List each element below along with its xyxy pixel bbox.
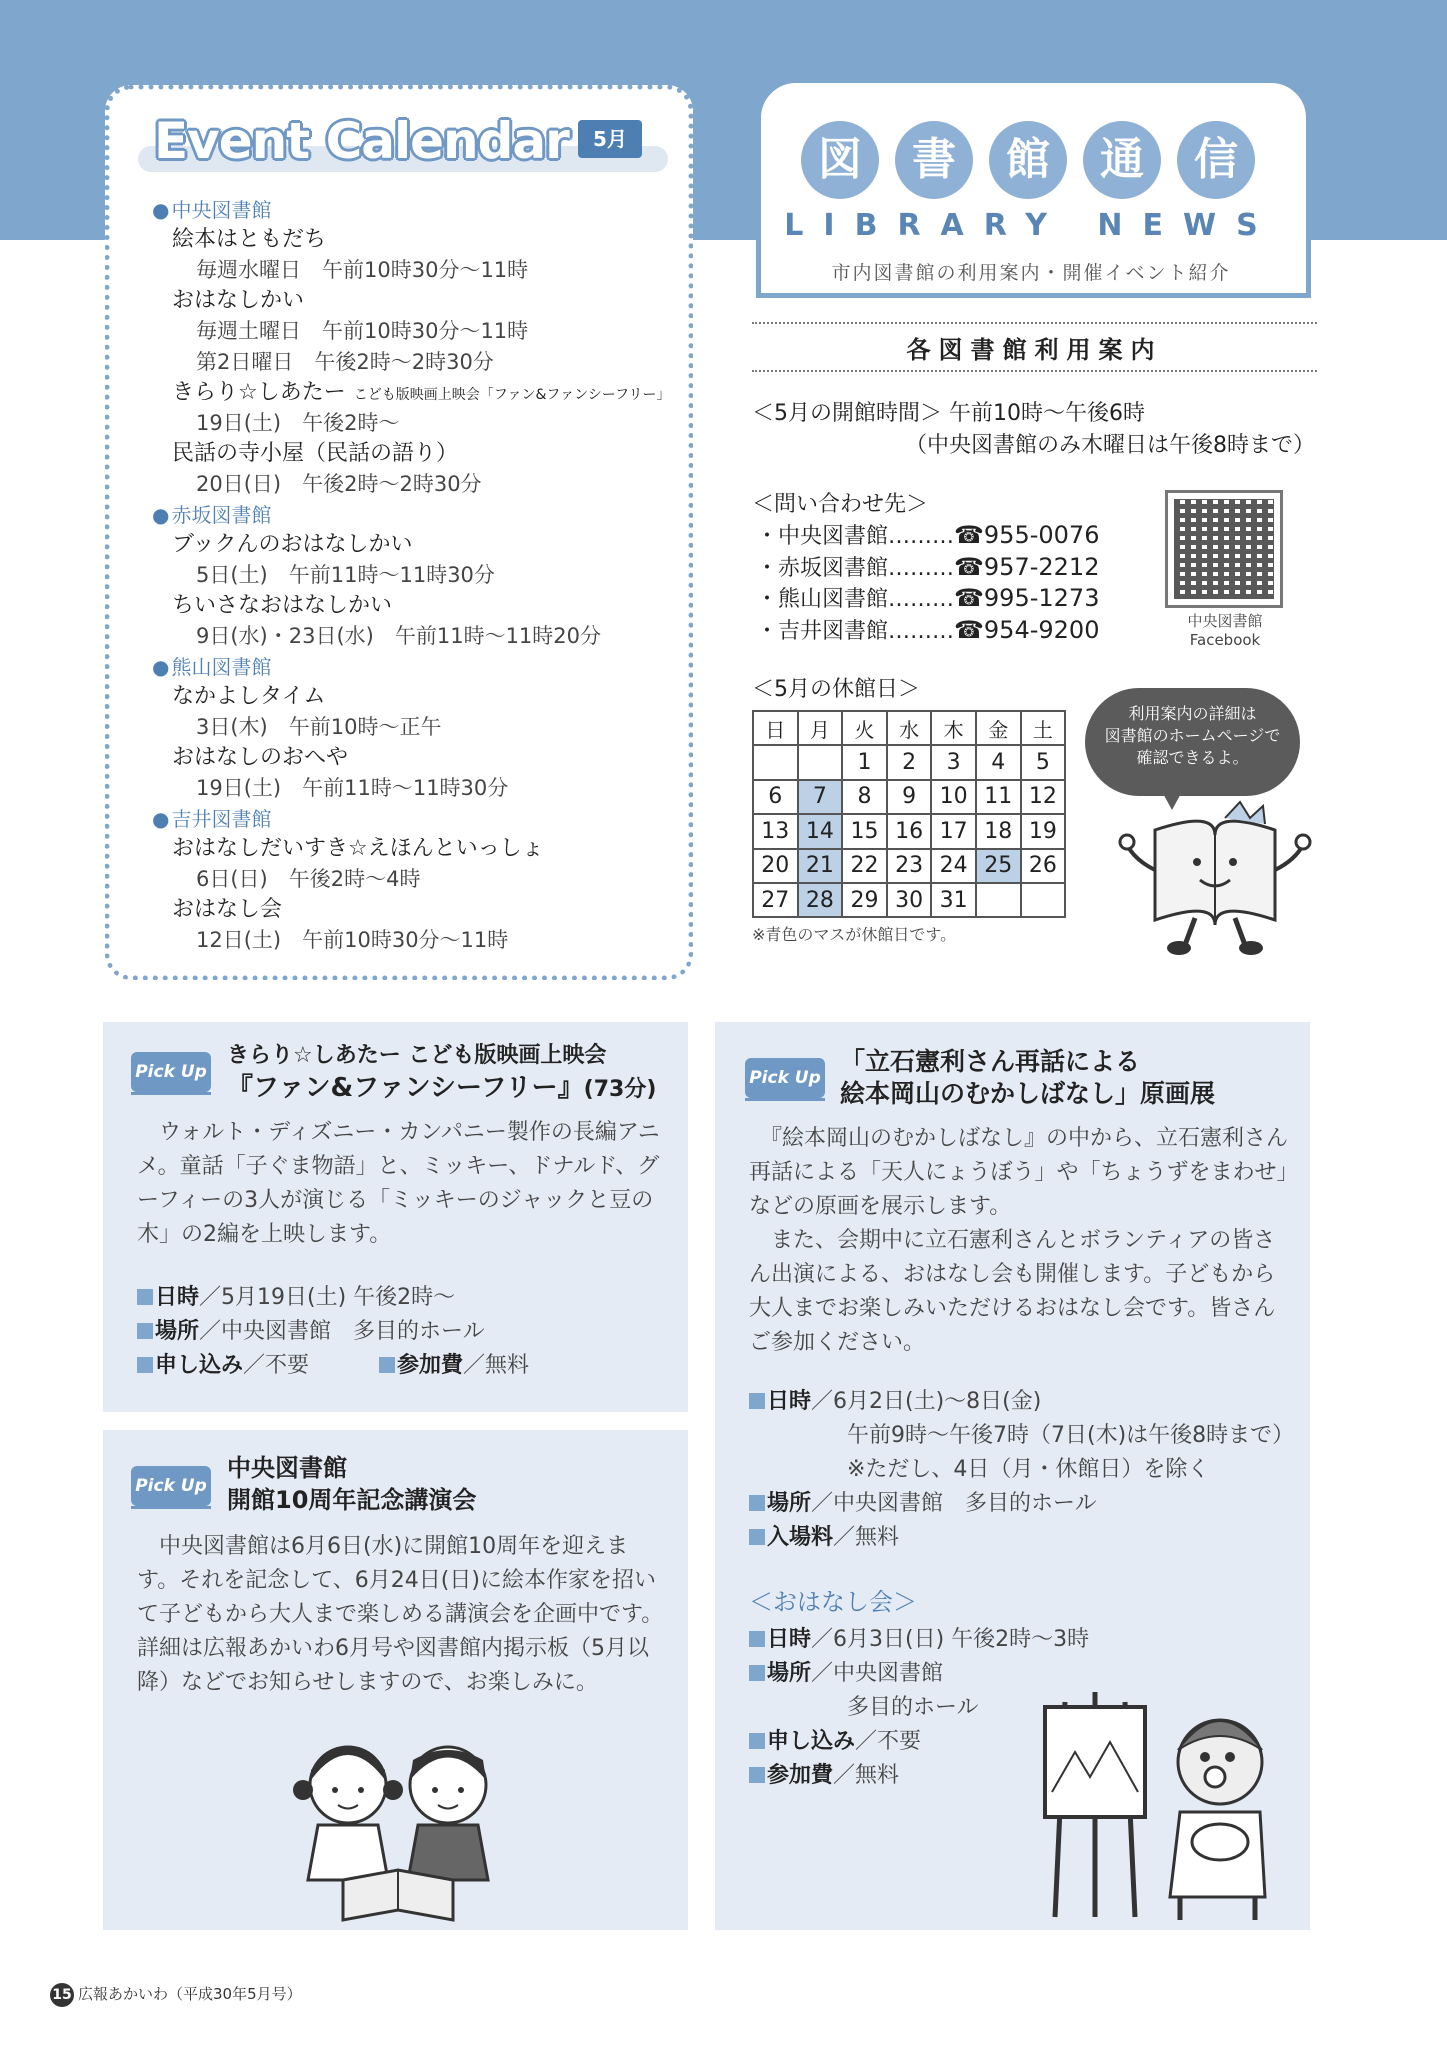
info-key: 参加費 — [397, 1353, 464, 1378]
calendar-week-row — [753, 814, 1065, 848]
pickup-2-body: 中央図書館は6月6日(水)に開館10周年を迎えます。それを記念して、6月24日(日)に絵本作家を招いて子どもから大人まで楽しめる講演会を企画中です。詳細は広報あかいわ6月号や図書館内掲示板（5月以降）などでお知らせしますので、お楽しみに。 — [137, 1534, 664, 1695]
pickup-2-title-line: 開館10周年記念講演会 — [227, 1486, 477, 1514]
hours-value: 午前10時～午後6時 — [949, 401, 1145, 426]
pickup-badge-base — [745, 1098, 825, 1104]
story-apply — [749, 1724, 921, 1755]
event-title — [152, 286, 682, 316]
library-news-header — [756, 78, 1311, 298]
title-char-circle: 館 — [989, 121, 1067, 199]
calendar-weekday: 水 — [887, 711, 932, 745]
info-key: 場所 — [155, 1319, 200, 1344]
pickup-badge-base — [131, 1506, 211, 1512]
calendar-day: 17 — [931, 814, 976, 848]
library-name: ● 赤坂図書館 — [152, 500, 682, 530]
story-fee — [749, 1758, 899, 1789]
pickup-2-title-line: 中央図書館 — [227, 1454, 347, 1482]
calendar-closed-day: 28 — [798, 883, 843, 917]
contact-library: ・吉井図書館……… — [756, 618, 955, 644]
calendar-week-row — [753, 883, 1065, 917]
info-value: ／中央図書館 多目的ホール — [811, 1491, 1097, 1516]
calendar-day: 31 — [931, 883, 976, 917]
contact-phone[interactable]: ☎955-0076 — [954, 521, 1100, 549]
event-time: 9日(水)・23日(水) 午前11時～11時20分 — [196, 624, 602, 648]
calendar-day: 11 — [976, 780, 1021, 814]
event-title — [152, 439, 682, 469]
speech-bubble — [1085, 688, 1300, 796]
bullet-square — [749, 1665, 765, 1681]
calendar-weekday-row — [753, 711, 1065, 745]
info-value: ／不要 — [855, 1729, 922, 1754]
story-date — [749, 1622, 1089, 1653]
divider — [752, 322, 1317, 324]
info-value: ／中央図書館 — [811, 1661, 944, 1686]
closed-label: ＜5月の休館日＞ — [752, 677, 920, 702]
calendar-day: 22 — [842, 849, 887, 883]
qr-caption-line: 中央図書館 — [1187, 612, 1263, 630]
calendar-day: 9 — [887, 780, 932, 814]
pickup-badge-label: Pick Up — [745, 1058, 825, 1098]
pickup-3-title-line: 絵本岡山のむかしばなし」 — [840, 1079, 1141, 1108]
contact-phone[interactable]: ☎995-1273 — [954, 584, 1100, 612]
calendar-day — [976, 883, 1021, 917]
info-value: ／中央図書館 多目的ホール — [199, 1319, 485, 1344]
pickup-1-fee — [379, 1348, 529, 1379]
event-time: 毎週土曜日 午前10時30分～11時 — [196, 319, 529, 343]
event-time: 5日(土) 午前11時～11時30分 — [196, 563, 495, 587]
bullet-square — [379, 1357, 395, 1373]
hours-label: ＜5月の開館時間＞ — [752, 401, 942, 426]
event-time: 6日(日) 午後2時～4時 — [196, 867, 421, 891]
pickup-1-title-main: 『ファン&ファンシーフリー』 — [227, 1073, 584, 1103]
event-time: 3日(木) 午前10時～正午 — [196, 715, 442, 739]
contact-library: ・赤坂図書館……… — [756, 555, 955, 581]
calendar-week-row — [753, 745, 1065, 779]
contact-row — [756, 614, 1099, 645]
event-time: 20日(日) 午後2時～2時30分 — [196, 472, 482, 496]
calendar-day: 4 — [976, 745, 1021, 779]
pickup-1-title-duration: (73分) — [583, 1077, 657, 1102]
event-time: 19日(土) 午後2時～ — [196, 411, 400, 435]
pickup-3-title-line: 「立石憲利さん再話による — [840, 1047, 1141, 1076]
info-key: 日時 — [155, 1285, 200, 1310]
event-subtitle: こども版映画上映会「ファン&ファンシーフリー」 — [353, 387, 671, 403]
calendar-day: 2 — [887, 745, 932, 779]
info-value: ／5月19日(土) 午後2時～ — [199, 1285, 456, 1310]
info-value: ／6月2日(土)～8日(金) — [811, 1389, 1042, 1414]
pickup-1-date — [137, 1280, 455, 1311]
pickup-3-body: 『絵本岡山のむかしばなし』の中から、立石憲利さん再話による「天人にょうぼう」や「ちょうずをまわせ」などの原画を展示します。 また、会期中に立石憲利さんとボランティアの皆さん出演による、おはなし会も開催します。子どもから大人までお楽しみいただけるおはなし会です。皆さんご参加ください。 — [749, 1126, 1289, 1355]
pickup-badge-label: Pick Up — [131, 1052, 211, 1092]
info-value: ／無料 — [833, 1763, 900, 1788]
pickup-1-title — [227, 1040, 656, 1106]
event-title — [152, 378, 682, 408]
guide-title: 各図書館利用案内 — [906, 336, 1163, 364]
bullet-square — [749, 1631, 765, 1647]
pickup-3-date — [749, 1384, 1041, 1415]
event-title-text: ブックんのおはなしかい — [172, 532, 413, 557]
calendar-week-row — [753, 780, 1065, 814]
event-title — [152, 225, 682, 255]
pickup-3-place — [749, 1486, 1097, 1517]
event-title — [152, 834, 682, 864]
event-title — [152, 530, 682, 560]
event-time: 12日(土) 午前10時30分～11時 — [196, 928, 509, 952]
event-title — [152, 591, 682, 621]
bullet-square — [137, 1357, 153, 1373]
event-time: 第2日曜日 午後2時～2時30分 — [196, 350, 494, 374]
bullet-square — [749, 1733, 765, 1749]
contact-row — [756, 551, 1099, 582]
children-reading-illustration — [283, 1730, 513, 1925]
qr-caption — [1160, 612, 1290, 650]
pickup-badge-base — [131, 1092, 211, 1098]
bubble-line: 利用案内の詳細は — [1128, 704, 1257, 723]
calendar-weekday: 木 — [931, 711, 976, 745]
bullet-square — [749, 1495, 765, 1511]
contact-phone[interactable]: ☎954-9200 — [954, 615, 1100, 644]
hours-note: （中央図書館のみ木曜日は午後8時まで） — [905, 433, 1315, 458]
calendar-day: 5 — [1021, 745, 1066, 779]
calendar-weekday: 日 — [753, 711, 798, 745]
pickup-3-title-suffix: 原画展 — [1140, 1079, 1216, 1108]
bubble-line: 図書館のホームページで — [1104, 726, 1281, 745]
calendar-day — [798, 745, 843, 779]
library-name: ● 中央図書館 — [152, 195, 682, 225]
calendar-day: 24 — [931, 849, 976, 883]
pickup-1-place — [137, 1314, 485, 1345]
calendar-day: 1 — [842, 745, 887, 779]
calendar-day: 16 — [887, 814, 932, 848]
calendar-day: 20 — [753, 849, 798, 883]
info-value: ／無料 — [833, 1525, 900, 1550]
pickup-badge-label: Pick Up — [131, 1466, 211, 1506]
info-key: 日時 — [767, 1627, 812, 1652]
event-title — [152, 895, 682, 925]
event-title — [152, 743, 682, 773]
footer-text: 広報あかいわ（平成30年5月号） — [78, 1985, 302, 2003]
pickup-3-title — [840, 1046, 1215, 1110]
contact-row — [756, 582, 1099, 613]
calendar-day — [753, 745, 798, 779]
calendar-day: 12 — [1021, 780, 1066, 814]
calendar-closed-day: 21 — [798, 849, 843, 883]
title-circles — [801, 121, 1261, 201]
info-value: ／不要 — [243, 1353, 310, 1378]
calendar-day: 27 — [753, 883, 798, 917]
qr-caption-line: Facebook — [1189, 631, 1261, 649]
page-number: 15 — [50, 1983, 74, 2007]
contact-phone[interactable]: ☎957-2212 — [954, 552, 1100, 581]
qr-pattern — [1174, 499, 1274, 599]
info-key: 日時 — [767, 1389, 812, 1414]
event-title-text: おはなし会 — [172, 897, 283, 922]
story-place-room: 多目的ホール — [847, 1695, 979, 1720]
event-title-text: なかよしタイム — [172, 684, 326, 709]
calendar-weekday: 土 — [1021, 711, 1066, 745]
calendar-weekday: 金 — [976, 711, 1021, 745]
pickup-3-entry — [749, 1520, 899, 1551]
calendar-closed-day: 14 — [798, 814, 843, 848]
calendar-day: 23 — [887, 849, 932, 883]
pickup-panel-2 — [103, 1430, 688, 1930]
hours-line — [752, 396, 1145, 427]
bullet-square — [749, 1393, 765, 1409]
calendar-day: 3 — [931, 745, 976, 779]
info-key: 場所 — [767, 1491, 812, 1516]
info-key: 申し込み — [767, 1729, 856, 1754]
bullet-square — [749, 1767, 765, 1783]
pickup-badge — [131, 1458, 213, 1516]
event-list — [152, 195, 682, 956]
title-char-circle: 書 — [895, 121, 973, 199]
library-news-subtitle: LIBRARY NEWS — [784, 208, 1278, 243]
event-title-text: きらり☆しあたー — [172, 380, 346, 405]
calendar-day: 29 — [842, 883, 887, 917]
info-key: 場所 — [767, 1661, 812, 1686]
calendar-day: 8 — [842, 780, 887, 814]
event-title-text: ちいさなおはなしかい — [172, 593, 393, 618]
calendar-note: ※青色のマスが休館日です。 — [752, 925, 957, 944]
calendar-day: 19 — [1021, 814, 1066, 848]
page-footer — [50, 1983, 302, 2007]
pickup-badge — [745, 1050, 827, 1108]
calendar-day: 30 — [887, 883, 932, 917]
title-char-circle: 図 — [801, 121, 879, 199]
event-title-text: おはなしのおへや — [172, 745, 349, 770]
event-title — [152, 682, 682, 712]
closed-days-calendar — [752, 710, 1066, 918]
event-title-text: おはなしだいすき☆えほんといっしょ — [172, 836, 544, 861]
pickup-3-date-time: 午前9時～午後7時（7日(木)は午後8時まで） — [847, 1423, 1295, 1448]
divider — [752, 370, 1317, 372]
pickup-3-date-note: ※ただし、4日（月・休館日）を除く — [847, 1457, 1210, 1482]
bullet-square — [137, 1289, 153, 1305]
bullet-square — [749, 1529, 765, 1545]
calendar-weekday: 火 — [842, 711, 887, 745]
calendar-closed-day: 7 — [798, 780, 843, 814]
calendar-day: 6 — [753, 780, 798, 814]
info-key: 入場料 — [767, 1525, 834, 1550]
library-news-tagline: 市内図書館の利用案内・開催イベント紹介 — [831, 262, 1231, 284]
contact-label: ＜問い合わせ先＞ — [752, 492, 929, 517]
title-char-circle: 信 — [1177, 121, 1255, 199]
contact-library: ・中央図書館……… — [756, 524, 955, 549]
event-calendar-title: Event Calendar — [154, 112, 569, 170]
month-badge: 5月 — [578, 120, 642, 158]
info-key: 申し込み — [155, 1353, 244, 1378]
pickup-panel-1 — [103, 1022, 688, 1412]
event-time: 19日(土) 午前11時～11時30分 — [196, 776, 509, 800]
bubble-line: 確認できるよ。 — [1136, 748, 1249, 767]
calendar-closed-day: 25 — [976, 849, 1021, 883]
event-calendar — [105, 85, 693, 980]
event-title-text: 絵本はともだち — [172, 227, 327, 252]
contact-library: ・熊山図書館……… — [756, 587, 955, 612]
info-key: 参加費 — [767, 1763, 834, 1788]
pickup-panel-3 — [715, 1022, 1310, 1930]
library-name: ● 吉井図書館 — [152, 804, 682, 834]
event-title-text: 民話の寺小屋（民話の語り） — [172, 441, 459, 466]
calendar-week-row — [753, 849, 1065, 883]
event-calendar-header — [138, 112, 668, 174]
calendar-day — [1021, 883, 1066, 917]
story-place — [749, 1656, 943, 1687]
info-value: ／無料 — [463, 1353, 530, 1378]
pickup-2-title — [227, 1452, 476, 1516]
pickup-badge — [131, 1044, 213, 1102]
event-title-text: おはなしかい — [172, 288, 305, 313]
pickup-1-title-line: きらり☆しあたー こども版映画上映会 — [227, 1043, 607, 1068]
story-session-heading: ＜おはなし会＞ — [749, 1588, 917, 1616]
qr-code[interactable] — [1165, 490, 1283, 608]
pickup-1-apply — [137, 1348, 309, 1379]
calendar-day: 13 — [753, 814, 798, 848]
contact-row — [756, 519, 1099, 550]
calendar-weekday: 月 — [798, 711, 843, 745]
bullet-square — [137, 1323, 153, 1339]
calendar-day: 18 — [976, 814, 1021, 848]
calendar-day: 26 — [1021, 849, 1066, 883]
book-mascot-illustration — [1115, 800, 1315, 960]
painter-illustration — [1030, 1682, 1280, 1922]
event-time: 毎週水曜日 午前10時30分～11時 — [196, 258, 529, 282]
info-value: ／6月3日(日) 午後2時～3時 — [811, 1627, 1090, 1652]
title-char-circle: 通 — [1083, 121, 1161, 199]
pickup-1-body: ウォルト・ディズニー・カンパニー製作の長編アニメ。童話「子ぐま物語」と、ミッキー、ドナルド、グーフィーの3人が演じる「ミッキーのジャックと豆の木」の2編を上映します。 — [137, 1120, 660, 1247]
calendar-day: 15 — [842, 814, 887, 848]
library-name: ● 熊山図書館 — [152, 652, 682, 682]
calendar-day: 10 — [931, 780, 976, 814]
